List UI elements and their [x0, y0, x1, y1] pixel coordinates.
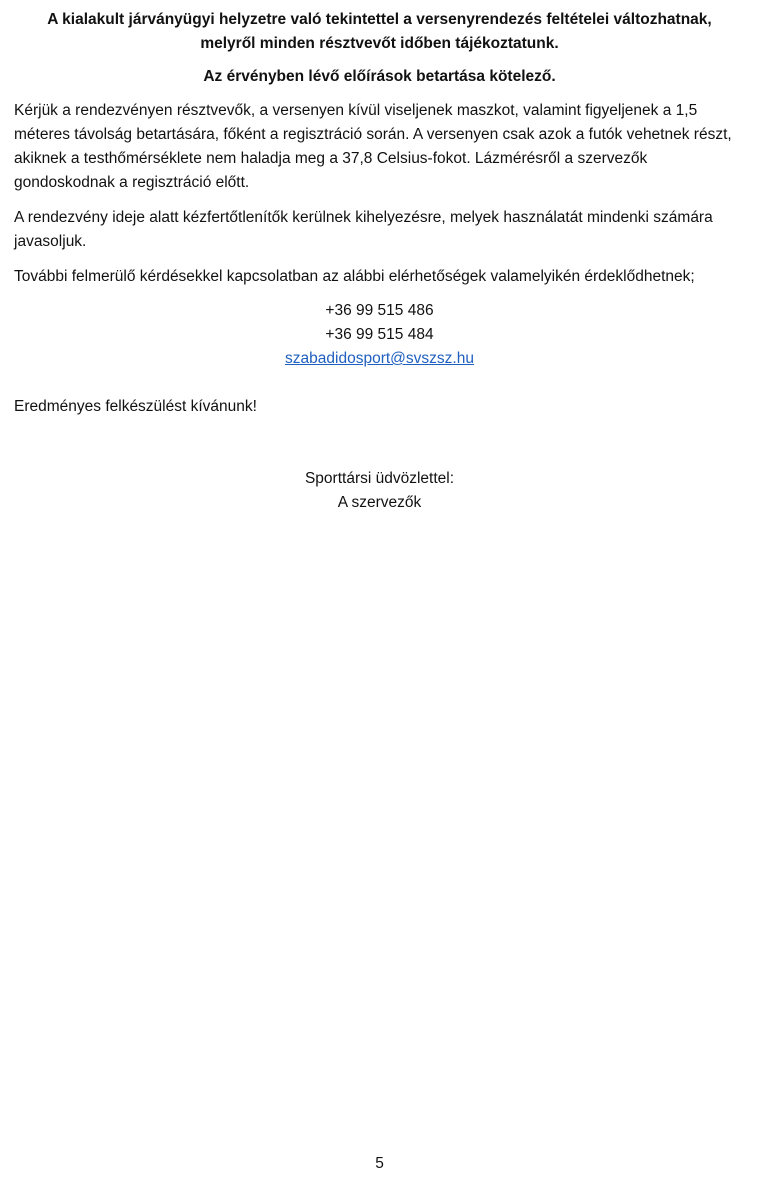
closing-wish: Eredményes felkészülést kívánunk! — [14, 398, 257, 415]
phone-number-1: +36 99 515 486 — [325, 302, 434, 319]
signature-block — [14, 467, 745, 515]
paragraph-contact-intro: További felmerülő kérdésekkel kapcsolatban az alábbi elérhetőségek valamelyikén érdeklődhetnek; — [14, 268, 695, 285]
contact-block — [14, 299, 745, 371]
signature-text: A szervezők — [337, 494, 422, 511]
notice-line-1: A kialakult járványügyi helyzetre való tekintettel a versenyrendezés feltételei változhatnak, — [47, 11, 712, 28]
paragraph-disinfectant: A rendezvény ideje alatt kézfertőtlenítők kerülnek kihelyezésre, melyek használatát mindenki számára javasoljuk. — [14, 209, 713, 250]
email-link[interactable]: szabadidosport@svszsz.hu — [285, 350, 474, 367]
paragraph-mask-distance: Kérjük a rendezvényen résztvevők, a versenyen kívül viseljenek maszkot, valamint figyeljenek a 1,5 méteres távolság betartására, főként a regisztráció során. A versenyen csak azok a futók vehetnek részt, akiknek a testhőmérséklete nem haladja meg a 37,8 Celsius-fokot. Lázmérésről a szervezők gondoskodnak a regisztráció előtt. — [14, 102, 732, 191]
page-number: 5 — [375, 1155, 384, 1172]
greeting-text: Sporttársi üdvözlettel: — [304, 470, 455, 487]
mandatory-notice: Az érvényben lévő előírások betartása kötelező. — [203, 68, 556, 85]
document-page — [14, 8, 745, 515]
notice-line-2: melyről minden résztvevőt időben tájékoztatunk. — [200, 35, 559, 52]
phone-number-2: +36 99 515 484 — [325, 326, 434, 343]
notice-heading — [14, 8, 745, 56]
